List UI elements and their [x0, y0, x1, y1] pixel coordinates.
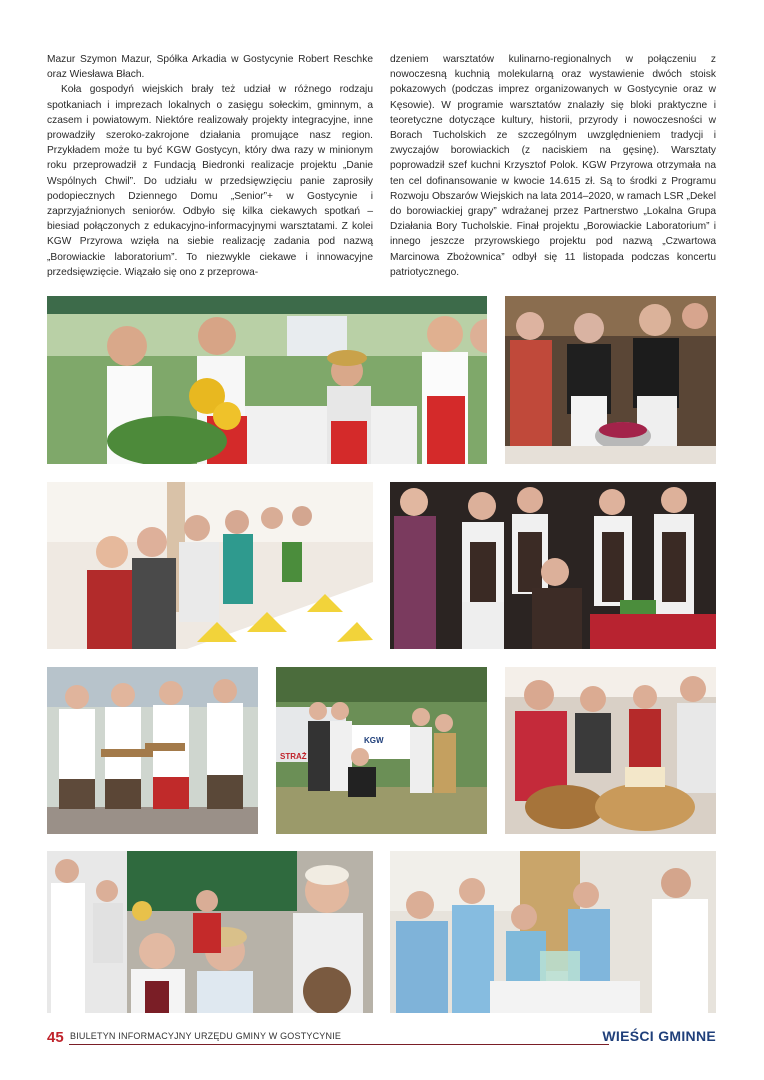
photo-outdoor-group — [276, 667, 487, 834]
photo-outdoor-stand — [47, 296, 487, 464]
banner-text: KGW — [364, 736, 384, 745]
footer-divider — [69, 1044, 609, 1045]
paragraph: dzeniem warsztatów kulinarno-regionalnych w połączeniu z nowoczesną kuchnią molekularną oraz wystawienie dwóch stoisk pokazowych (podczas imprez organizowanych w Gostycynie oraz w Kęsowie). W programie warsztatów znalazły się bloki praktyczne i teoretyczne dotyczące kultury, historii, przyrody i nowoczesności w Borach Tucholskich ze szczególnym uwzględnieniem tradycji i zwyczajów borowiackich (z naciskiem na gęsinę). Warsztaty poprowadził szef kuchni Krzysztof Polok. KGW Przyrowa otrzymała na ten cel dofinansowanie w kwocie 14.615 zł. Są to środki z Programu Rozwoju Obszarów Wiejskich na lata 2014–2020, w ramach LSR „Dekel do borowiackiej grapy” wdrażanej przez Partnerstwo „Lokalna Grupa Działania Bory Tucholskie. Finał projektu „Borowiackie Laboratorium” i innego jeszcze przyrowskiego projektu pod nazwą „Czwartowa Marcinowa Zbożownica” odbył się 11 listopada podczas koncertu patriotycznego. — [390, 54, 716, 278]
article-right-column — [390, 52, 716, 280]
page-number: 45 — [47, 1029, 64, 1046]
photo-folk-costumes — [390, 482, 716, 649]
photo-craft-baskets — [505, 667, 716, 834]
paragraph: Koła gospodyń wiejskich brały też udział w różnego rodzaju spotkaniach i imprezach lokalnych o zasięgu sołeckim, gminnym, a czasem i powiatowym. Niektóre realizowały projekty integracyjne, inne prowadziły szeroko-zakrojone działania promujące nasz region. Przykładem może tu być KGW Gostycyn, który dwa razy w minionym roku przeprowadził z Fundacją Biedronki realizacje projektu „Danie Wspólnych Chwil”. Do udziału w przedsięwzięciu panie zaprosiły podopiecznych Dziennego Domu „Senior”+ w Gostycynie i zaprzyjaźnionych seniorów. Odbyło się kilka ciekawych spotkań – biesiad połączonych z edukacyjno-informacyjnymi warsztatami. Z kolei KGW Przyrowa wzięła na siebie realizację zadania pod nazwą „Borowiackie laboratorium”. To niezwykle ciekawe i innowacyjne przedsięwzięcie. Wiązało się ono z przeprowa- — [47, 84, 373, 278]
photo-banquet-table — [47, 482, 373, 649]
article-left-column — [47, 52, 373, 280]
photo-market-crowd — [47, 851, 373, 1013]
brand-logo-text: WIEŚCI GMINNE — [602, 1028, 716, 1044]
photo-women-serving — [47, 667, 258, 834]
fire-truck-label: STRAŻ — [280, 752, 307, 761]
photo-cooking-pot — [505, 296, 716, 464]
photo-molecular-workshop — [390, 851, 716, 1013]
paragraph: Mazur Szymon Mazur, Spółka Arkadia w Gostycynie Robert Reschke oraz Wiesława Błach. — [47, 54, 373, 81]
publication-title: BIULETYN INFORMACYJNY URZĘDU GMINY W GOSTYCYNIE — [70, 1031, 342, 1041]
